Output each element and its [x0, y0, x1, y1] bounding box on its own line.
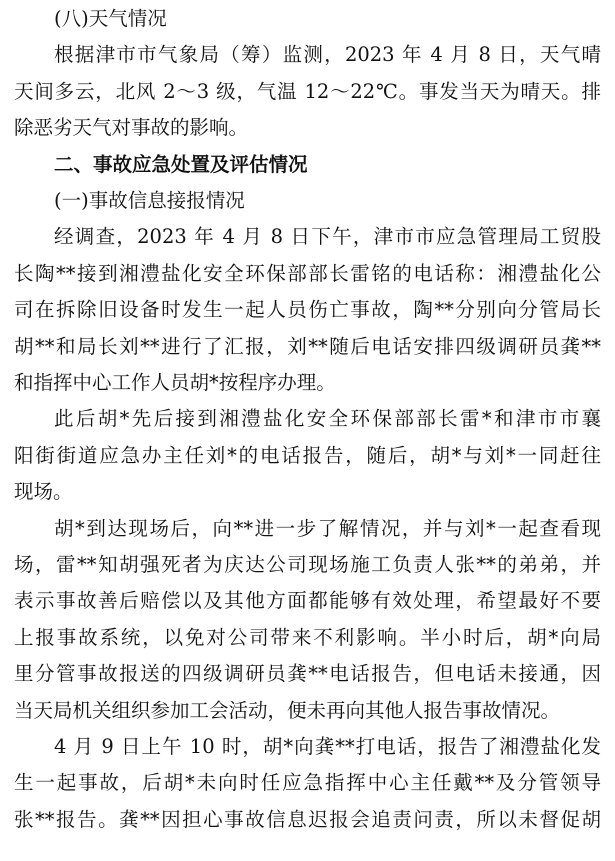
paragraph-line: 场，雷**知胡强死者为庆达公司现场施工负责人张**的弟弟，并	[14, 553, 601, 576]
paragraph-line: 天间多云，北风 2～3 级，气温 12～22℃。事发当天为晴天。排	[14, 79, 601, 103]
paragraph-line: 当天局机关组织参加工会活动，便未再向其他人报告事故情况。	[14, 698, 561, 722]
paragraph-line: 此后胡*先后接到湘澧盐化安全环保部部长雷*和津市市襄	[54, 407, 601, 431]
paragraph-line: 和指挥中心工作人员胡*按程序办理。	[14, 371, 336, 394]
paragraph-line: 张**报告。龚**因担心事故信息迟报会追责问责，所以未督促胡	[14, 807, 601, 831]
paragraph-line: 根据津市市气象局（筹）监测，2023 年 4 月 8 日，天气晴	[54, 43, 601, 67]
paragraph-line: 4 月 9 日上午 10 时，胡*向龚**打电话，报告了湘澧盐化发	[54, 735, 601, 758]
paragraph-line: 长陶**接到湘澧盐化安全环保部部长雷铭的电话称：湘澧盐化公	[14, 261, 601, 285]
paragraph-line: 胡**和局长刘**进行了汇报，刘**随后电话安排四级调研员龚**	[14, 334, 601, 358]
paragraph-line: 除恶劣天气对事故的影响。	[14, 116, 249, 140]
paragraph-line: 经调查，2023 年 4 月 8 日下午，津市市应急管理局工贸股	[54, 225, 601, 249]
subsection-heading: (八)天气情况	[54, 7, 167, 30]
paragraph-line: 生一起事故，后胡*未向时任应急指挥中心主任戴**及分管领导	[14, 771, 601, 795]
subsection-heading: (一)事故信息接报情况	[54, 189, 245, 212]
section-heading: 二、事故应急处置及评估情况	[54, 152, 308, 176]
paragraph-line: 上报事故系统，以免对公司带来不利影响。半小时后，胡*向局	[14, 625, 601, 649]
paragraph-line: 表示事故善后赔偿以及其他方面都能够有效处理，希望最好不要	[14, 589, 601, 613]
paragraph-line: 里分管事故报送的四级调研员龚**电话报告，但电话未接通，因	[14, 662, 601, 686]
paragraph-line: 司在拆除旧设备时发生一起人员伤亡事故，陶**分别向分管局长	[14, 298, 601, 322]
paragraph-line: 阳街街道应急办主任刘*的电话报告，随后，胡*与刘*一同赶往	[14, 443, 601, 467]
paragraph-line: 胡*到达现场后，向**进一步了解情况，并与刘*一起查看现	[54, 516, 601, 540]
paragraph-line: 现场。	[14, 480, 73, 504]
